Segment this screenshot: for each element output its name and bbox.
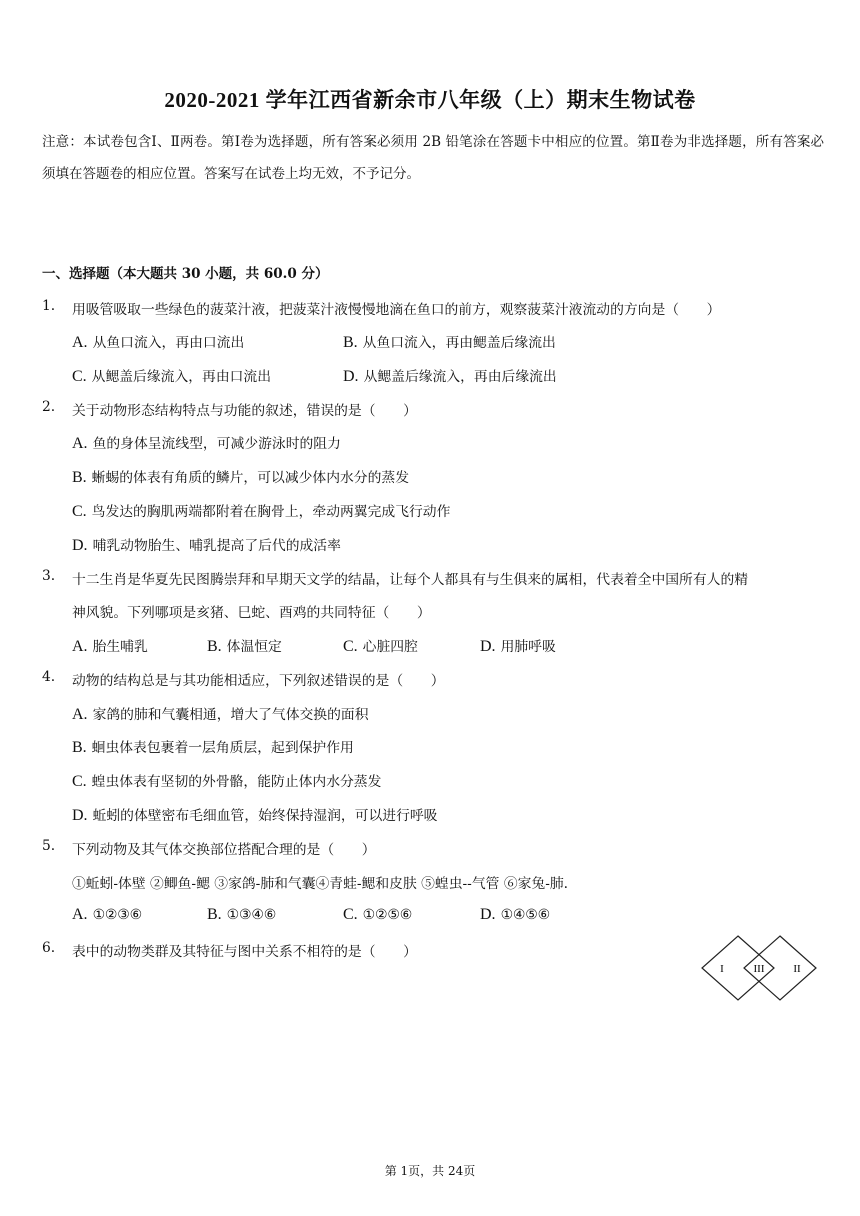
page-footer: 第 1页，共 24页	[384, 1164, 476, 1178]
option-letter: A.	[72, 334, 88, 351]
option-d	[343, 365, 557, 386]
option-text: ①④⑤⑥	[500, 907, 551, 923]
notice-text: 注意：本试卷包含Ⅰ、Ⅱ两卷。第Ⅰ卷为选择题，所有答案必须用 2B 铅笔涂在答题卡中相应的位置。第Ⅱ卷为非选择题，所有答案必须填在答题卷的相应位置。答案写在试卷上均无效，不予记分。	[42, 134, 824, 182]
option-text: ①②③⑥	[92, 907, 143, 923]
option-text: 胎生哺乳	[92, 639, 148, 655]
option-c	[72, 770, 381, 791]
overlap-diagram	[700, 934, 820, 1004]
question-number: 3.	[42, 568, 56, 584]
option-text: ①②⑤⑥	[362, 907, 413, 923]
option-letter: B.	[207, 906, 222, 923]
question-number: 2.	[42, 399, 56, 415]
option-letter: D.	[72, 807, 88, 824]
question-number: 5.	[42, 838, 56, 854]
option-text: 从鳃盖后缘流入，再由后缘流出	[363, 369, 557, 385]
section-heading: 一、选择题（本大题共 30 小题，共 60.0 分）	[42, 266, 329, 282]
option-letter: C.	[72, 503, 87, 520]
option-letter: B.	[207, 638, 222, 655]
option-b	[207, 906, 276, 924]
option-letter: C.	[343, 638, 358, 655]
option-text: 从鳃盖后缘流入，再由口流出	[91, 369, 272, 385]
option-d	[72, 534, 341, 555]
question-stem: 下列动物及其气体交换部位搭配合理的是（ ）	[72, 842, 376, 858]
diagram-label-right: II	[793, 963, 801, 975]
question-stem-continued: 神风貌。下列哪项是亥猪、巳蛇、酉鸡的共同特征（ ）	[72, 605, 431, 621]
exam-title: 2020-2021 学年江西省新余市八年级（上）期末生物试卷	[164, 88, 696, 112]
option-letter: C.	[343, 906, 358, 923]
option-text: 哺乳动物胎生、哺乳提高了后代的成活率	[92, 538, 341, 554]
option-b	[207, 635, 282, 656]
option-letter: C.	[72, 773, 87, 790]
question-stem-continued: ①蚯蚓-体壁 ②鲫鱼-鳃 ③家鸽-肺和气囊④青蛙-鳃和皮肤 ⑤蝗虫--气管 ⑥家兔-肺.	[72, 876, 569, 892]
option-letter: D.	[343, 368, 359, 385]
option-letter: D.	[480, 638, 496, 655]
option-text: 蚯蚓的体壁密布毛细血管，始终保持湿润，可以进行呼吸	[92, 808, 438, 824]
question-stem: 关于动物形态结构特点与功能的叙述，错误的是（ ）	[72, 403, 417, 419]
option-a	[72, 906, 142, 924]
question-stem: 用吸管吸取一些绿色的菠菜汁液，把菠菜汁液慢慢地滴在鱼口的前方，观察菠菜汁液流动的方向是（ ）	[72, 302, 721, 318]
option-d	[480, 635, 556, 656]
option-text: 从鱼口流入，再由鳃盖后缘流出	[362, 335, 556, 351]
option-text: 蝗虫体表有坚韧的外骨骼，能防止体内水分蒸发	[91, 774, 382, 790]
option-text: ①③④⑥	[226, 907, 277, 923]
option-letter: D.	[72, 537, 88, 554]
question-stem: 表中的动物类群及其特征与图中关系不相符的是（ ）	[72, 944, 417, 960]
option-d	[480, 906, 550, 924]
option-letter: A.	[72, 906, 88, 923]
option-text: 鸟发达的胸肌两端都附着在胸骨上，牵动两翼完成飞行动作	[91, 504, 451, 520]
option-text: 蜥蜴的体表有角质的鳞片，可以减少体内水分的蒸发	[91, 470, 409, 486]
option-letter: C.	[72, 368, 87, 385]
diagram-label-middle: III	[753, 963, 765, 975]
option-text: 体温恒定	[226, 639, 282, 655]
option-c	[343, 906, 412, 924]
question-number: 4.	[42, 669, 56, 685]
option-b	[72, 466, 409, 487]
question-number: 6.	[42, 940, 56, 956]
option-c	[343, 635, 418, 656]
option-text: 用肺呼吸	[500, 639, 556, 655]
option-text: 蛔虫体表包裹着一层角质层，起到保护作用	[91, 740, 354, 756]
option-c	[72, 365, 271, 386]
option-c	[72, 500, 450, 521]
option-text: 鱼的身体呈流线型，可减少游泳时的阻力	[92, 436, 341, 452]
option-letter: A.	[72, 435, 88, 452]
option-text: 家鸽的肺和气囊相通，增大了气体交换的面积	[92, 707, 369, 723]
option-text: 心脏四腔	[362, 639, 418, 655]
question-stem: 动物的结构总是与其功能相适应，下列叙述错误的是（ ）	[72, 673, 445, 689]
option-letter: D.	[480, 906, 496, 923]
option-text: 从鱼口流入，再由口流出	[92, 335, 245, 351]
question-number: 1.	[42, 298, 56, 314]
option-d	[72, 804, 437, 825]
option-letter: A.	[72, 706, 88, 723]
option-a	[72, 635, 148, 656]
option-a	[72, 331, 244, 352]
option-a	[72, 703, 369, 724]
question-stem: 十二生肖是华夏先民图腾崇拜和早期天文学的结晶，让每个人都具有与生俱来的属相，代表着全中国所有人的精	[72, 572, 749, 588]
option-letter: A.	[72, 638, 88, 655]
option-letter: B.	[343, 334, 358, 351]
option-b	[72, 736, 354, 757]
option-b	[343, 331, 556, 352]
diagram-label-left: I	[720, 963, 724, 975]
option-a	[72, 432, 341, 453]
option-letter: B.	[72, 469, 87, 486]
option-letter: B.	[72, 739, 87, 756]
